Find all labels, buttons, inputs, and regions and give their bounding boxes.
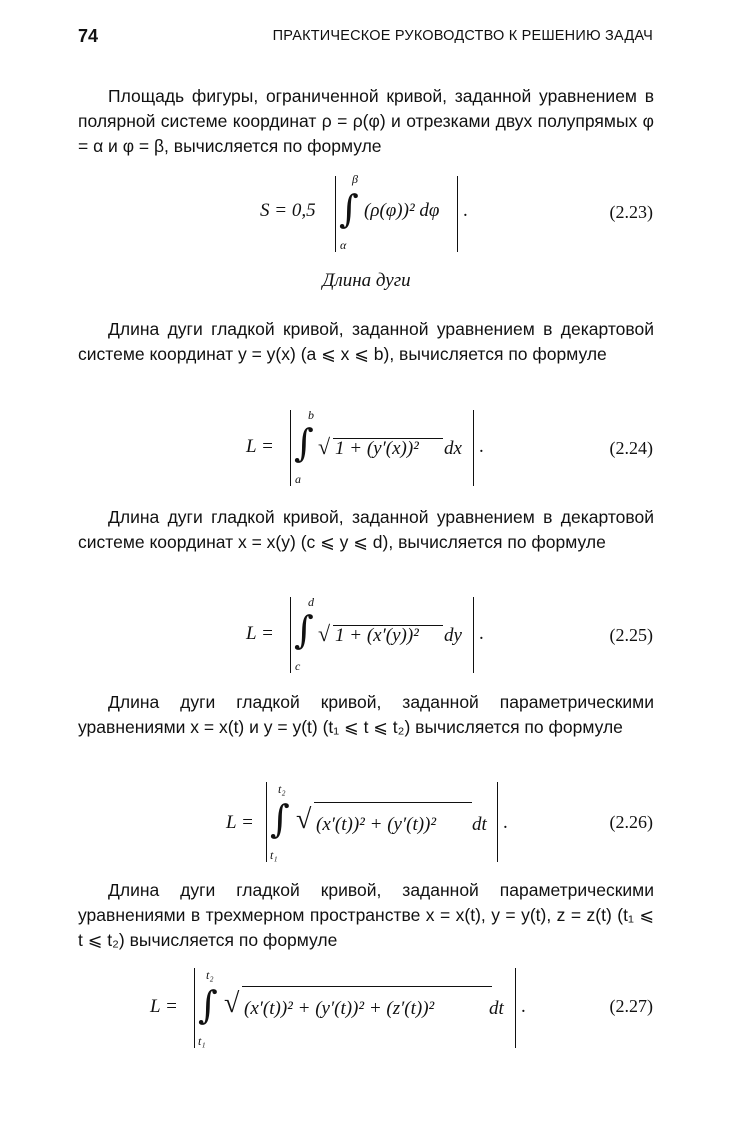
equation-number: (2.24) — [609, 438, 653, 458]
paragraph-polar-area — [78, 84, 654, 159]
upper-limit: t₂ — [206, 968, 214, 982]
paragraph-cartesian-x — [78, 317, 654, 367]
lower-limit: c — [295, 659, 301, 673]
sqrt-sign: √ — [318, 621, 331, 646]
equation-number: (2.27) — [609, 996, 653, 1016]
integral-sign: ∫ — [339, 187, 359, 231]
equation-period: . — [479, 623, 484, 644]
abs-bar-left — [290, 597, 291, 673]
paragraph-parametric-3d — [78, 878, 654, 953]
equation-2-24 — [0, 408, 733, 490]
section-heading: Длина дуги — [322, 270, 411, 291]
abs-bar-right — [473, 597, 474, 673]
paragraph-text: Длина дуги гладкой кривой, заданной уравнением в декартовой системе координат y = y(x) (a ⩽ x ⩽ b), вычисляется по формуле — [78, 319, 654, 364]
equation-number: (2.25) — [609, 625, 653, 645]
page-number: 74 — [78, 26, 99, 46]
integral-sign: ∫ — [294, 608, 314, 652]
equation-period: . — [479, 436, 484, 457]
paragraph-parametric-2d — [78, 690, 654, 740]
equation-2-23 — [0, 172, 733, 257]
abs-bar-left — [266, 782, 267, 862]
equation-lhs: L = — [246, 623, 274, 644]
equation-2-25 — [0, 595, 733, 677]
radicand: (x′(t))² + (y′(t))² + (z′(t))² — [244, 998, 435, 1019]
equation-number: (2.23) — [609, 202, 653, 222]
lower-limit: t₁ — [270, 848, 278, 862]
equation-period: . — [463, 200, 468, 221]
abs-bar-right — [497, 782, 498, 862]
abs-bar-right — [473, 410, 474, 486]
equation-2-26 — [0, 780, 733, 865]
sqrt-overline — [314, 802, 472, 803]
sqrt-overline — [242, 986, 492, 987]
equation-lhs: L = — [226, 812, 254, 833]
integral-sign: ∫ — [198, 983, 218, 1027]
differential: dt — [489, 998, 504, 1019]
abs-bar-left — [290, 410, 291, 486]
equation-period: . — [521, 996, 526, 1017]
abs-bar-left — [194, 968, 195, 1048]
abs-bar-right — [457, 176, 458, 252]
lower-limit: t₁ — [198, 1034, 206, 1048]
paragraph-cartesian-y — [78, 505, 654, 555]
paragraph-text: Длина дуги гладкой кривой, заданной параметрическими уравнениями x = x(t) и y = y(t) (t₁ ⩽ t ⩽ t₂) вычисляется по формуле — [78, 692, 654, 737]
differential: dt — [472, 814, 487, 835]
upper-limit: β — [352, 172, 358, 186]
sqrt-sign: √ — [318, 434, 331, 459]
equation-number: (2.26) — [609, 812, 653, 832]
lower-limit: α — [340, 238, 347, 252]
upper-limit: b — [308, 408, 314, 422]
sqrt-sign: √ — [224, 988, 240, 1019]
equation-lhs: L = — [246, 436, 274, 457]
equation-period: . — [503, 812, 508, 833]
radicand: 1 + (x′(y))² — [335, 625, 419, 646]
equation-lhs: L = — [150, 996, 178, 1017]
sqrt-sign: √ — [296, 804, 312, 835]
radicand: (x′(t))² + (y′(t))² — [316, 814, 437, 835]
equation-lhs: S = 0,5 — [260, 200, 316, 221]
differential: dy — [444, 625, 462, 646]
lower-limit: a — [295, 472, 301, 486]
equation-2-27 — [0, 966, 733, 1051]
differential: dx — [444, 438, 462, 459]
upper-limit: t₂ — [278, 782, 286, 796]
abs-bar-right — [515, 968, 516, 1048]
upper-limit: d — [308, 595, 314, 609]
running-title: ПРАКТИЧЕСКОЕ РУКОВОДСТВО К РЕШЕНИЮ ЗАДАЧ — [272, 28, 653, 44]
integral-sign: ∫ — [294, 421, 314, 465]
integral-sign: ∫ — [270, 797, 290, 841]
abs-bar-left — [335, 176, 336, 252]
paragraph-text: Длина дуги гладкой кривой, заданной уравнением в декартовой системе координат x = x(y) (c ⩽ y ⩽ d), вычисляется по формуле — [78, 507, 654, 552]
paragraph-text: Длина дуги гладкой кривой, заданной параметрическими уравнениями в трехмерном пространстве x = x(t), y = y(t), z = z(t) (t₁ ⩽ t ⩽ t₂) вычисляется по формуле — [78, 880, 654, 950]
integrand: (ρ(φ))² dφ — [364, 200, 440, 221]
radicand: 1 + (y′(x))² — [335, 438, 419, 459]
paragraph-text: Площадь фигуры, ограниченной кривой, заданной уравнением в полярной системе координат ρ = ρ(φ) и отрезками двух полупрямых φ = α и φ = β, вычисляется по формуле — [78, 86, 654, 156]
